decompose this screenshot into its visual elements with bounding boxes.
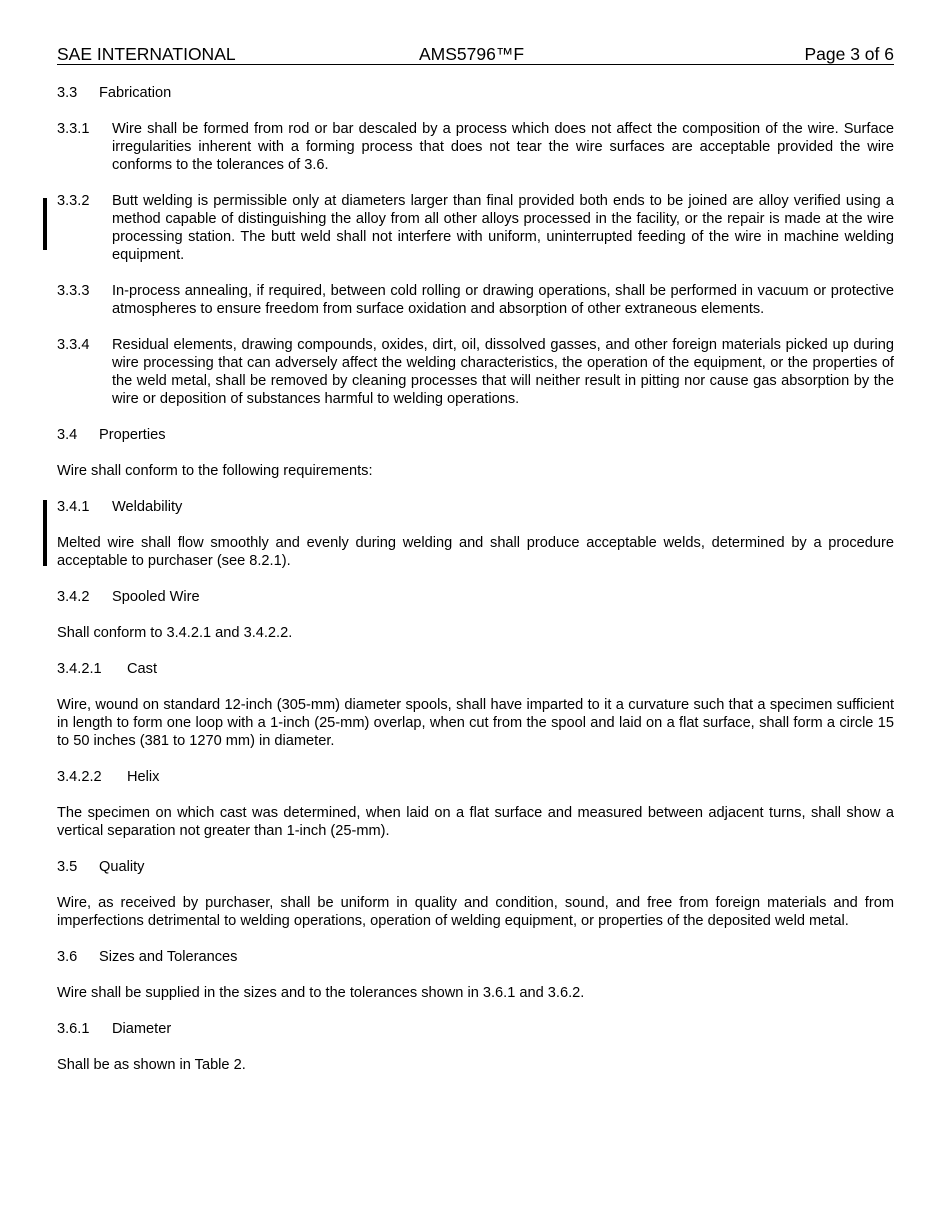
paragraph-3-3-1: 3.3.1 Wire shall be formed from rod or bar descaled by a process which does not affect the composition of the wire. Surface irregularities inherent with a forming process that does not tear the wire surfaces are acceptable provided the wire conforms to the tolerances of 3.6. xyxy=(57,121,894,173)
paragraph-3-6-1: Shall be as shown in Table 2. xyxy=(57,1057,246,1073)
section-heading-3-4-2-2: 3.4.2.2 Helix xyxy=(57,769,160,785)
header-document-number: AMS5796™F xyxy=(419,44,525,64)
paragraph-3-4: Wire shall conform to the following requirements: xyxy=(57,463,373,479)
section-heading-3-5: 3.5 Quality xyxy=(57,859,145,875)
paragraph-3-3-3: 3.3.3 In-process annealing, if required, between cold rolling or drawing operations, shall be performed in vacuum or protective atmospheres to ensure freedom from surface oxidation and absorption of other extraneous elements. xyxy=(57,283,894,317)
section-heading-3-4-2-1: 3.4.2.1 Cast xyxy=(57,661,158,677)
paragraph-3-4-2-1: Wire, wound on standard 12-inch (305-mm) diameter spools, shall have imparted to it a curvature such that a specimen sufficient in length to form one loop with a 1-inch (25-mm) overlap, when cut from the spool and laid on a flat surface, shall form a circle 15 to 50 inches (381 to 1270 mm) in diameter. xyxy=(57,697,894,749)
paragraph-3-5: Wire, as received by purchaser, shall be uniform in quality and condition, sound, and free from foreign materials and from imperfections detrimental to welding operations, operation of welding equipment, or properties of the deposited weld metal. xyxy=(57,895,894,929)
paragraph-3-3-4: 3.3.4 Residual elements, drawing compounds, oxides, dirt, oil, dissolved gasses, and other foreign materials picked up during wire processing that can adversely affect the welding characteristics, the operation of the equipment, or the properties of the weld metal, shall be removed by cleaning processes that will neither result in pitting nor cause gas absorption by the wire or deposition of substances harmful to welding operations. xyxy=(57,337,894,407)
revision-bar xyxy=(43,500,47,566)
paragraph-3-4-2: Shall conform to 3.4.2.1 and 3.4.2.2. xyxy=(57,625,293,641)
paragraph-3-3-2: 3.3.2 Butt welding is permissible only at diameters larger than final provided both ends to be joined are alloy verified using a method capable of distinguishing the alloy from all other alloys processed in the facility, or the repair is made at the wire processing station. The butt weld shall not interfere with uniform, uninterrupted feeding of the wire in machine welding equipment. xyxy=(57,193,894,263)
section-heading-3-4: 3.4 Properties xyxy=(57,427,166,443)
paragraph-3-4-2-2: The specimen on which cast was determined, when laid on a flat surface and measured between adjacent turns, shall show a vertical separation not greater than 1-inch (25-mm). xyxy=(57,805,894,839)
section-heading-3-6: 3.6 Sizes and Tolerances xyxy=(57,949,238,965)
section-heading-3-6-1: 3.6.1 Diameter xyxy=(57,1021,172,1037)
revision-bar xyxy=(43,198,47,250)
paragraph-3-6: Wire shall be supplied in the sizes and to the tolerances shown in 3.6.1 and 3.6.2. xyxy=(57,985,585,1001)
document-body xyxy=(57,84,894,1092)
section-heading-3-4-2: 3.4.2 Spooled Wire xyxy=(57,589,200,605)
paragraph-3-4-1: Melted wire shall flow smoothly and evenly during welding and shall produce acceptable welds, determined by a procedure acceptable to purchaser (see 8.2.1). xyxy=(57,535,894,569)
page-header xyxy=(57,44,894,65)
section-heading-3-3: 3.3 Fabrication xyxy=(57,85,172,101)
section-heading-3-4-1: 3.4.1 Weldability xyxy=(57,499,183,515)
header-page-number: Page 3 of 6 xyxy=(804,44,894,64)
header-organization: SAE INTERNATIONAL xyxy=(57,44,236,64)
